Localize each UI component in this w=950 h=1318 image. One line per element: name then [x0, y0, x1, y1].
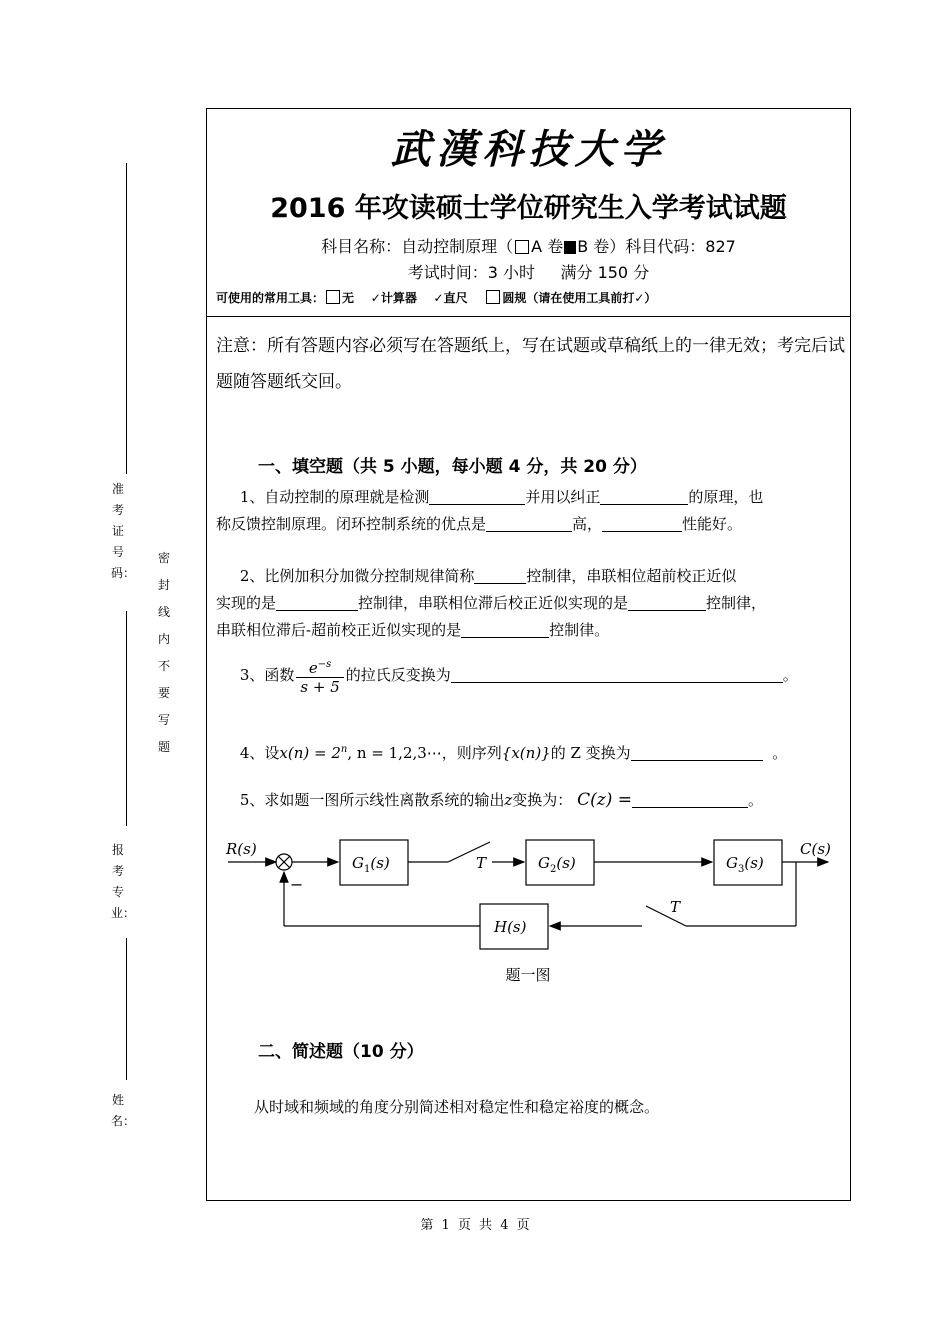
q1-blank-2[interactable]: [600, 487, 688, 505]
subject-line: [206, 234, 851, 257]
answer-note: 注意：所有答题内容必须写在答题纸上，写在试题或草稿纸上的一律无效；考完后试题随答题纸交回。: [216, 336, 845, 392]
label-output: C(s): [800, 840, 831, 858]
tools-label: 可使用的常用工具：: [216, 291, 325, 305]
g3-letter: G: [726, 854, 738, 872]
q2-blank-1[interactable]: [474, 566, 526, 584]
q1-text-b: 并用以纠正: [525, 488, 601, 506]
checkbox-compass: [486, 290, 500, 304]
label-sampler-1: T: [476, 854, 487, 872]
q2-blank-4[interactable]: [461, 620, 549, 638]
q5-z: z: [504, 791, 513, 809]
page-footer: 第 1 页 共 4 页: [420, 1218, 530, 1233]
exam-a-label: A 卷: [531, 237, 564, 256]
q3-blank[interactable]: [451, 665, 783, 683]
tools-end: ）: [644, 291, 657, 305]
label-g3: [726, 854, 764, 875]
check-icon: ✓: [634, 291, 645, 305]
margin-line-low: [126, 938, 127, 1080]
q2-text-b: 控制律，串联相位超前校正近似: [526, 567, 737, 585]
q1-text-a: 1、自动控制的原理就是检测: [239, 488, 430, 506]
g2-sub: 2: [549, 864, 557, 875]
margin-line-top: [126, 163, 127, 474]
university-logo: 武漢科技大学: [390, 126, 667, 173]
q1-text-f: 性能好。: [682, 515, 743, 533]
tool-compass: 圆规（请在使用工具前打: [502, 291, 635, 305]
q2-text-d: 控制律，串联相位滞后校正近似实现的是: [358, 594, 629, 612]
exam-b-label: B 卷: [577, 237, 610, 256]
margin-major-label: 报考专业：: [111, 843, 136, 920]
q4-text-c: 。: [772, 744, 788, 762]
subject-suffix: ）科目代码：827: [609, 237, 736, 256]
question-1: [216, 484, 844, 538]
section2-question: 从时域和频域的角度分别简述相对稳定性和稳定裕度的概念。: [254, 1098, 660, 1116]
q3-den: s + 5: [300, 678, 340, 696]
time-line: 考试时间：3 小时 满分 150 分: [407, 263, 650, 282]
tool-none: 无: [342, 291, 355, 305]
q3-text-a: 3、函数: [239, 666, 295, 684]
q3-text-c: 。: [782, 666, 798, 684]
check-icon: ✓: [433, 291, 444, 305]
g1-letter: G: [352, 854, 364, 872]
q2-text-c: 实现的是: [216, 594, 277, 612]
q3-num: e: [308, 659, 318, 677]
checkbox-a-empty: [515, 240, 529, 254]
margin-line-mid: [126, 611, 127, 826]
q1-blank-3[interactable]: [486, 514, 572, 532]
q4-text-b: 的 Z 变换为: [550, 744, 631, 762]
checkbox-b-filled: [564, 241, 576, 254]
q4-expr2: , n = 1,2,3⋯，则序列: [347, 744, 502, 762]
g2-arg: (s): [556, 854, 576, 872]
question-4: [216, 736, 844, 767]
q4-sup: n: [340, 744, 348, 755]
diagram-caption: 题一图: [505, 966, 551, 984]
tool-ruler: 直尺: [443, 291, 468, 305]
margin-seal-warning: 密封线内不要写题: [157, 551, 170, 754]
q1-text-c: 的原理，也: [688, 488, 764, 506]
g1-arg: (s): [370, 854, 390, 872]
question-3: [216, 656, 844, 696]
q5-blank[interactable]: [632, 790, 748, 808]
q4-blank[interactable]: [631, 743, 763, 761]
q1-blank-4[interactable]: [602, 514, 682, 532]
label-sampler-2: T: [670, 898, 681, 916]
checkbox-none: [326, 290, 340, 304]
q4-seq: {x(n)}: [501, 744, 551, 762]
check-icon: ✓: [370, 291, 381, 305]
q2-text-g: 控制律。: [549, 621, 610, 639]
q5-text-b: 变换为：: [512, 791, 573, 809]
q5-text-c: 。: [747, 791, 763, 809]
q3-num-sup: −s: [317, 659, 332, 670]
q2-text-a: 2、比例加积分加微分控制规律简称: [239, 567, 475, 585]
margin-name-label: 姓名：: [111, 1093, 136, 1128]
label-minus: −: [290, 875, 304, 894]
section1-heading: 一、填空题（共 5 小题，每小题 4 分，共 20 分）: [258, 457, 647, 477]
label-input: R(s): [226, 840, 257, 858]
q5-text-a: 5、求如题一图所示线性离散系统的输出: [239, 791, 505, 809]
q2-text-f: 串联相位滞后-超前校正近似实现的是: [216, 621, 462, 639]
g3-sub: 3: [737, 864, 745, 875]
q4-text-a: 4、设: [239, 744, 280, 762]
q4-expr: x(n) = 2: [279, 744, 341, 762]
label-g2: [538, 854, 576, 875]
header-divider: [206, 316, 851, 317]
tool-calculator: 计算器: [380, 291, 417, 305]
margin-exam-no-label: 准考证号码：: [111, 482, 136, 580]
g1-sub: 1: [363, 864, 371, 875]
q3-text-b: 的拉氏反变换为: [345, 666, 451, 684]
q3-fraction: [296, 656, 343, 696]
q2-blank-3[interactable]: [628, 593, 706, 611]
tools-line: [216, 289, 656, 306]
block-diagram: [206, 820, 850, 990]
q5-cz: C(z) =: [577, 790, 632, 810]
g3-arg: (s): [744, 854, 764, 872]
q1-text-d: 称反馈控制原理。闭环控制系统的优点是: [216, 515, 487, 533]
section2-heading: 二、简述题（10 分）: [258, 1042, 424, 1062]
question-2: [216, 563, 844, 644]
q1-text-e: 高，: [572, 515, 603, 533]
label-h: H(s): [494, 918, 527, 936]
exam-title: 2016 年攻读硕士学位研究生入学考试试题: [270, 193, 787, 224]
subject-prefix: 科目名称：自动控制原理（: [321, 237, 514, 256]
q2-text-e: 控制律，: [706, 594, 767, 612]
q1-blank-1[interactable]: [429, 487, 525, 505]
q2-blank-2[interactable]: [276, 593, 358, 611]
g2-letter: G: [538, 854, 550, 872]
question-5: [216, 787, 844, 814]
label-g1: [352, 854, 390, 875]
